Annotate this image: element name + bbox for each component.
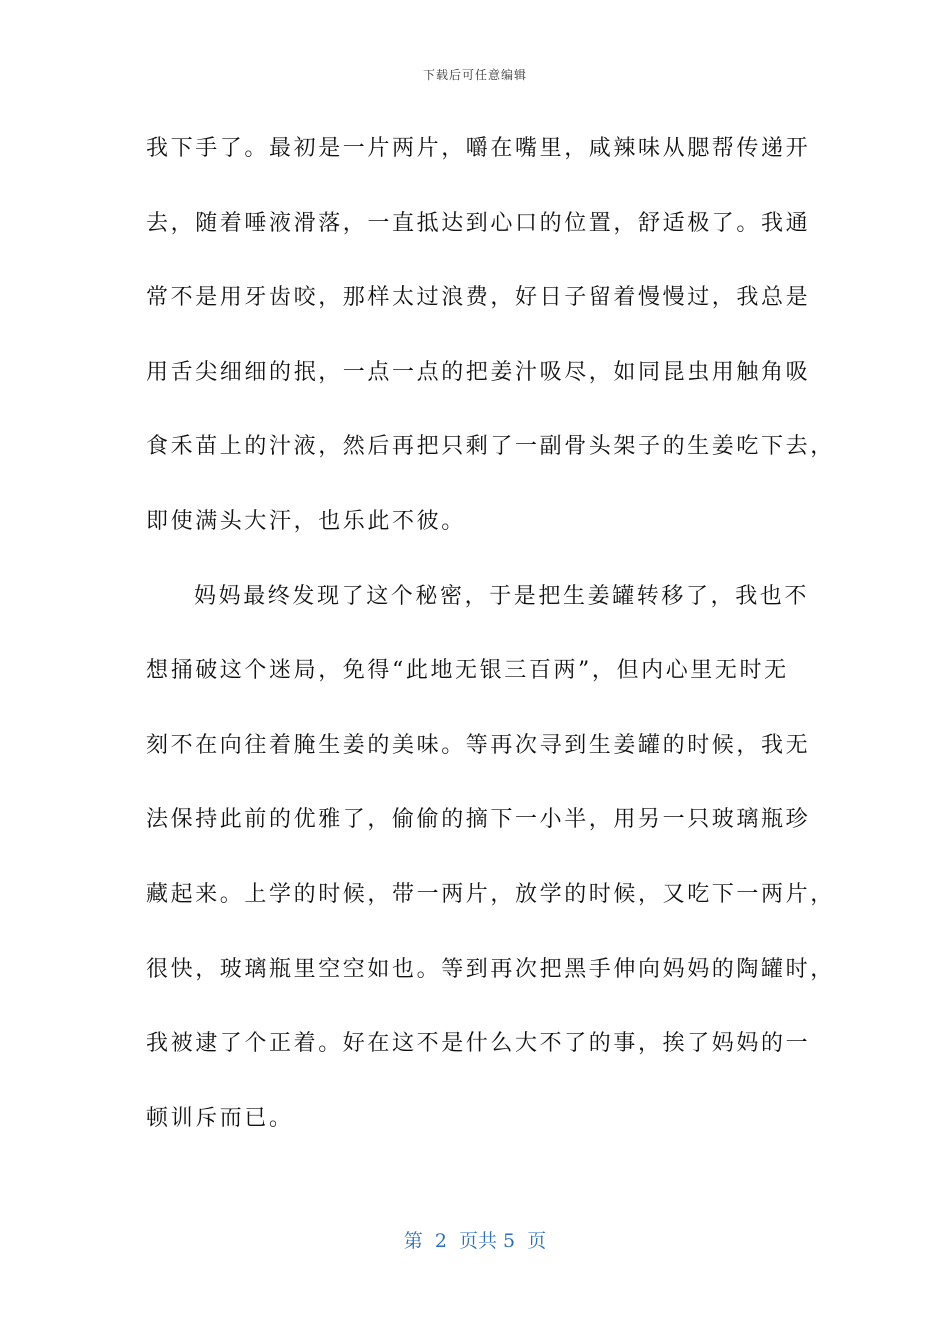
text-line: 想捅破这个迷局，免得“此地无银三百两”，但内心里无时无 xyxy=(146,658,789,684)
text-line: 常不是用牙齿咬，那样太过浪费，好日子留着慢慢过，我总是 xyxy=(146,285,811,311)
page-number-footer: 第 2 页共 5 页 xyxy=(403,1230,547,1252)
text-line: 去，随着唾液滑落，一直抵达到心口的位置，舒适极了。我通 xyxy=(146,210,811,236)
text-line: 很快，玻璃瓶里空空如也。等到再次把黑手伸向妈妈的陶罐时， xyxy=(146,956,835,982)
text-line: 顿训斥而已。 xyxy=(146,1105,294,1131)
body-text xyxy=(146,112,835,1156)
text-line: 我下手了。最初是一片两片，嚼在嘴里，咸辣味从腮帮传递开 xyxy=(146,136,811,161)
text-line: 刻不在向往着腌生姜的美味。等再次寻到生姜罐的时候，我无 xyxy=(146,732,811,758)
header-note: 下载后可任意编辑 xyxy=(422,68,527,82)
paragraph-start-line: 妈妈最终发现了这个秘密，于是把生姜罐转移了，我也不 xyxy=(194,583,810,609)
text-line: 藏起来。上学的时候，带一两片，放学的时候，又吃下一两片， xyxy=(146,881,835,907)
text-line: 我被逮了个正着。好在这不是什么大不了的事，挨了妈妈的一 xyxy=(146,1031,811,1057)
text-line: 用舌尖细细的抿，一点一点的把姜汁吸尽，如同昆虫用触角吸 xyxy=(146,359,811,385)
text-line: 即使满头大汗，也乐此不彼。 xyxy=(146,508,466,534)
text-line: 食禾苗上的汁液，然后再把只剩了一副骨头架子的生姜吃下去， xyxy=(146,434,835,460)
text-line: 法保持此前的优雅了，偷偷的摘下一小半，用另一只玻璃瓶珍 xyxy=(146,807,811,833)
